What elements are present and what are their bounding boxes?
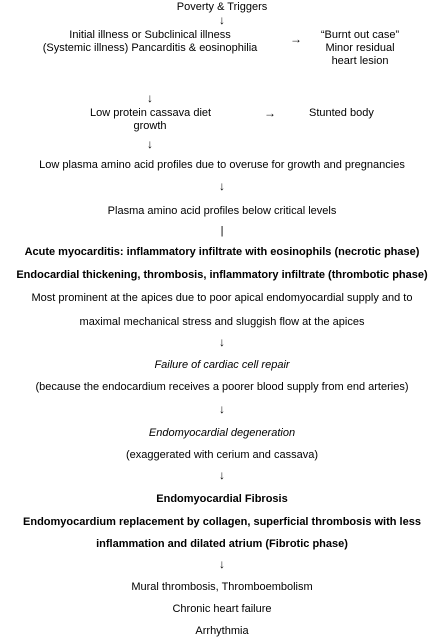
arrow-down-7: ↓ (219, 468, 225, 482)
low-protein-block (90, 107, 210, 133)
arrow-down-1: ↓ (219, 13, 225, 27)
arrow-down-8: ↓ (219, 557, 225, 571)
low-protein-line2: growth (133, 120, 167, 132)
mural-thrombosis: Mural thrombosis, Thromboembolism (131, 581, 313, 593)
arrow-down-6: ↓ (219, 402, 225, 416)
below-critical: Plasma amino acid profiles below critical levels (107, 205, 337, 217)
replacement-line2: inflammation and dilated atrium (Fibrotic phase) (96, 538, 348, 550)
burnt-out-block (300, 29, 420, 68)
chronic-heart-failure: Chronic heart failure (172, 603, 272, 615)
arrow-down-2: ↓ (147, 91, 153, 105)
prominent-line2: maximal mechanical stress and sluggish flow at the apices (79, 316, 365, 328)
exaggerated: (exaggerated with cerium and cassava) (126, 449, 318, 461)
initial-illness-block (0, 29, 300, 55)
because-endocardium: (because the endocardium receives a poorer blood supply from end arteries) (35, 381, 409, 393)
bar-connector: | (220, 225, 224, 237)
stunted-body: Stunted body (309, 107, 374, 119)
burnt-out-line3: heart lesion (331, 55, 389, 67)
arrow-down-5: ↓ (219, 335, 225, 349)
arrow-right-1: → (290, 32, 302, 46)
initial-illness-line2: (Systemic illness) Pancarditis & eosinophilia (42, 42, 258, 54)
prominent-line1: Most prominent at the apices due to poor apical endomyocardial supply and to (31, 292, 413, 304)
arrow-down-4: ↓ (219, 179, 225, 193)
endomyocardial-fibrosis: Endomyocardial Fibrosis (156, 493, 288, 505)
burnt-out-line1: “Burnt out case” (320, 29, 400, 41)
acute-myocarditis: Acute myocarditis: inflammatory infiltrate with eosinophils (necrotic phase) (24, 246, 420, 258)
failure-repair: Failure of cardiac cell repair (154, 359, 290, 371)
low-plasma: Low plasma amino acid profiles due to overuse for growth and pregnancies (39, 159, 405, 171)
arrow-right-2: → (264, 106, 276, 120)
arrhythmia: Arrhythmia (195, 625, 249, 637)
poverty-triggers: Poverty & Triggers (176, 1, 268, 13)
arrow-down-3: ↓ (147, 137, 153, 151)
low-protein-line1: Low protein cassava diet (90, 107, 212, 119)
initial-illness-line1: Initial illness or Subclinical illness (69, 29, 231, 41)
replacement-line1: Endomyocardium replacement by collagen, superficial thrombosis with less (23, 516, 421, 528)
endocardial-thickening: Endocardial thickening, thrombosis, inflammatory infiltrate (thrombotic phase) (16, 269, 428, 281)
burnt-out-line2: Minor residual (325, 42, 395, 54)
endomyocardial-degeneration: Endomyocardial degeneration (148, 427, 296, 439)
